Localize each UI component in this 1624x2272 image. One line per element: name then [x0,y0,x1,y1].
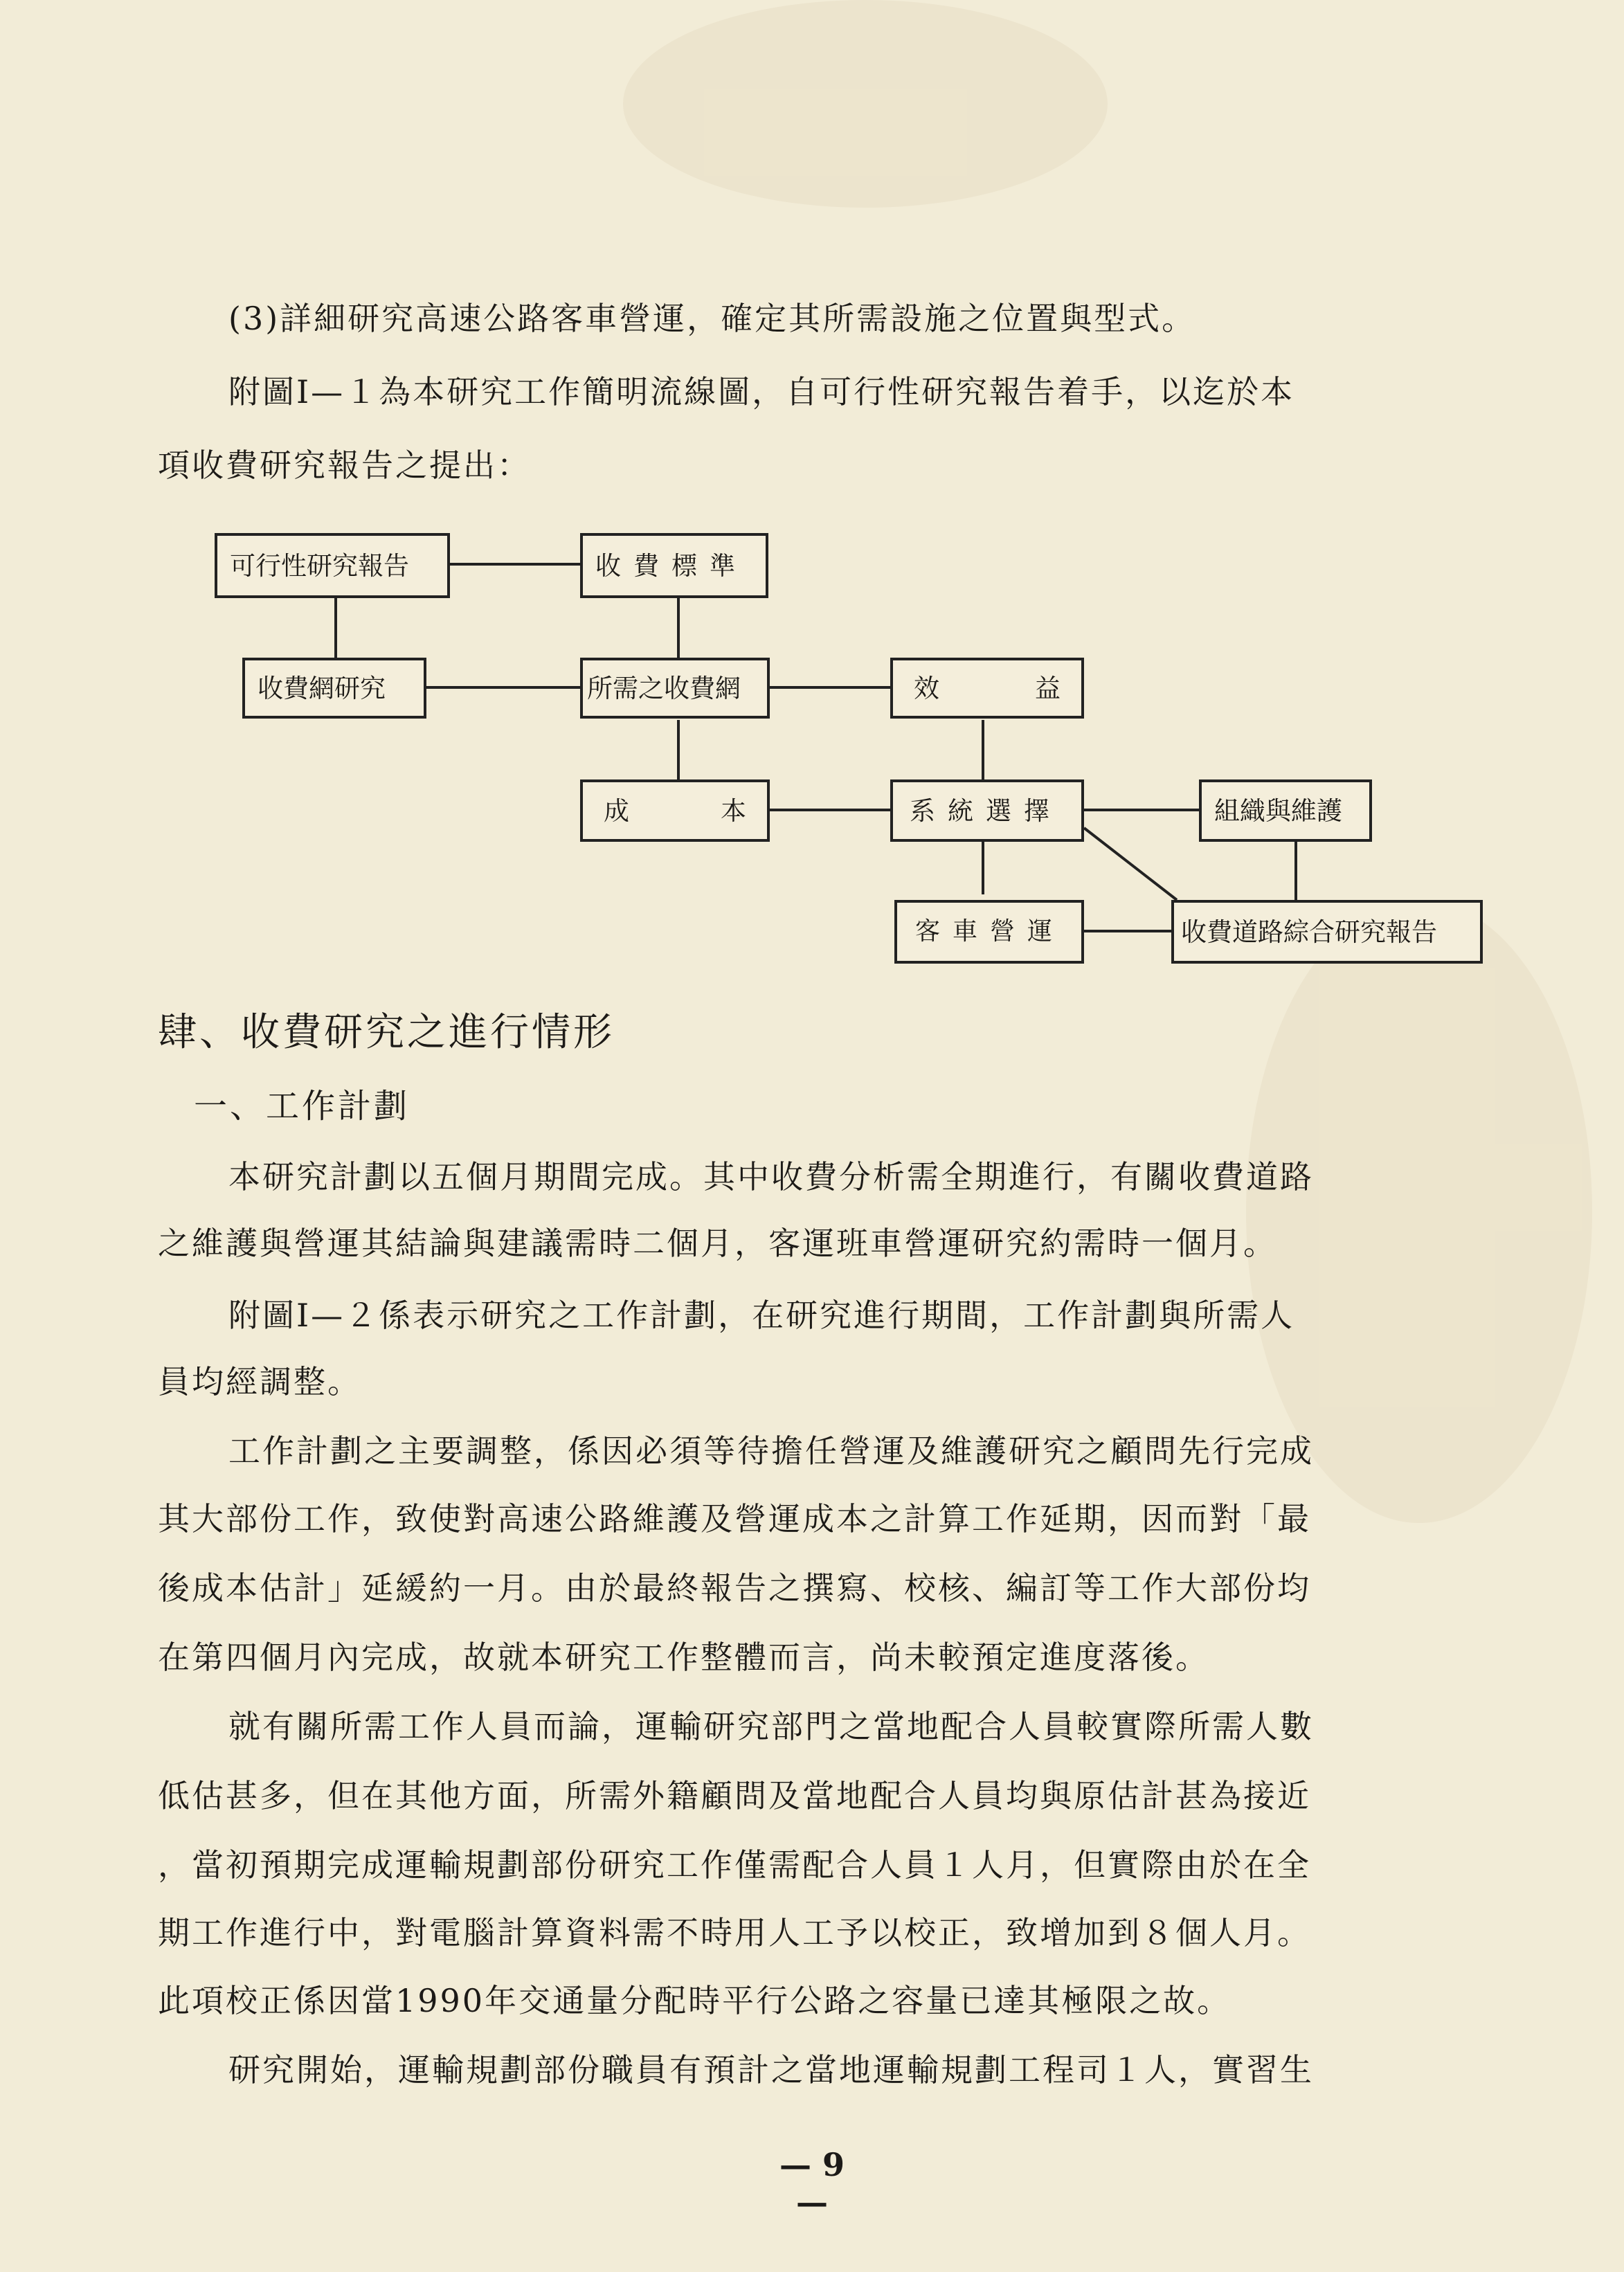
page-number: — 9 — [779,2146,845,2221]
flowchart-box-organization-maintenance: 組織與維護 [1199,779,1372,842]
body-line-12: 期工作進行中，對電腦計算資料需不時用人工予以校正，致增加到８個人月。 [158,1914,1311,1951]
flowchart-box-final-report: 收費道路綜合研究報告 [1171,900,1483,964]
body-line-8: 在第四個月內完成，故就本研究工作整體而言，尚未較預定進度落後。 [158,1639,1209,1676]
body-line-2: 之維護與營運其結論與建議需時二個月，客運班車營運研究約需時一個月。 [158,1225,1277,1262]
body-line-10: 低估甚多，但在其他方面，所需外籍顧問及當地配合人員均與原估計甚為接近 [158,1777,1311,1814]
flowchart-box-bus-operation: 客車營運 [894,900,1084,964]
flowchart-box-benefit: 效 益 [890,658,1084,719]
body-line-6: 其大部份工作，致使對高速公路維護及營運成本之計算工作延期，因而對「最 [158,1500,1311,1538]
body-line-13: 此項校正係因當1990年交通量分配時平行公路之容量已達其極限之故。 [158,1982,1231,2019]
flowchart-box-feasibility-report: 可行性研究報告 [215,533,450,598]
subsection-heading: 一、工作計劃 [194,1087,410,1126]
body-line-9: 就有關所需工作人員而論，運輸研究部門之當地配合人員較實際所需人數 [228,1708,1314,1745]
intro-item-3: (3)詳細研究高速公路客車營運，確定其所需設施之位置與型式。 [228,300,1196,337]
flowchart-box-toll-standard: 收費標準 [580,533,768,598]
body-line-14: 研究開始，運輸規劃部份職員有預計之當地運輸規劃工程司１人，實習生 [228,2051,1314,2089]
body-line-5: 工作計劃之主要調整，係因必須等待擔任營運及維護研究之顧問先行完成 [228,1432,1314,1470]
intro-figure-line-1: 附圖Ⅰ—１為本研究工作簡明流線圖，自可行性研究報告着手，以迄於本 [228,373,1295,411]
section-heading: 肆、收費研究之進行情形 [158,1010,615,1055]
body-line-11: ，當初預期完成運輸規劃部份研究工作僅需配合人員１人月，但實際由於在全 [158,1846,1311,1884]
body-line-7: 後成本估計」延緩約一月。由於最終報告之撰寫、校核、編訂等工作大部份均 [158,1569,1311,1607]
body-line-1: 本研究計劃以五個月期間完成。其中收費分析需全期進行，有關收費道路 [228,1158,1314,1196]
intro-figure-line-2: 項收費研究報告之提出： [158,447,531,484]
body-line-4: 員均經調整。 [158,1363,361,1400]
flowchart-connectors [0,0,1624,1004]
flowchart-box-toll-network-study: 收費網研究 [242,658,426,719]
flowchart-box-system-selection: 系統選擇 [890,779,1084,842]
flowchart-box-cost: 成 本 [580,779,770,842]
flowchart-box-required-toll-network: 所需之收費網 [580,658,770,719]
body-line-3: 附圖Ⅰ—２係表示研究之工作計劃，在研究進行期間，工作計劃與所需人 [228,1297,1295,1334]
